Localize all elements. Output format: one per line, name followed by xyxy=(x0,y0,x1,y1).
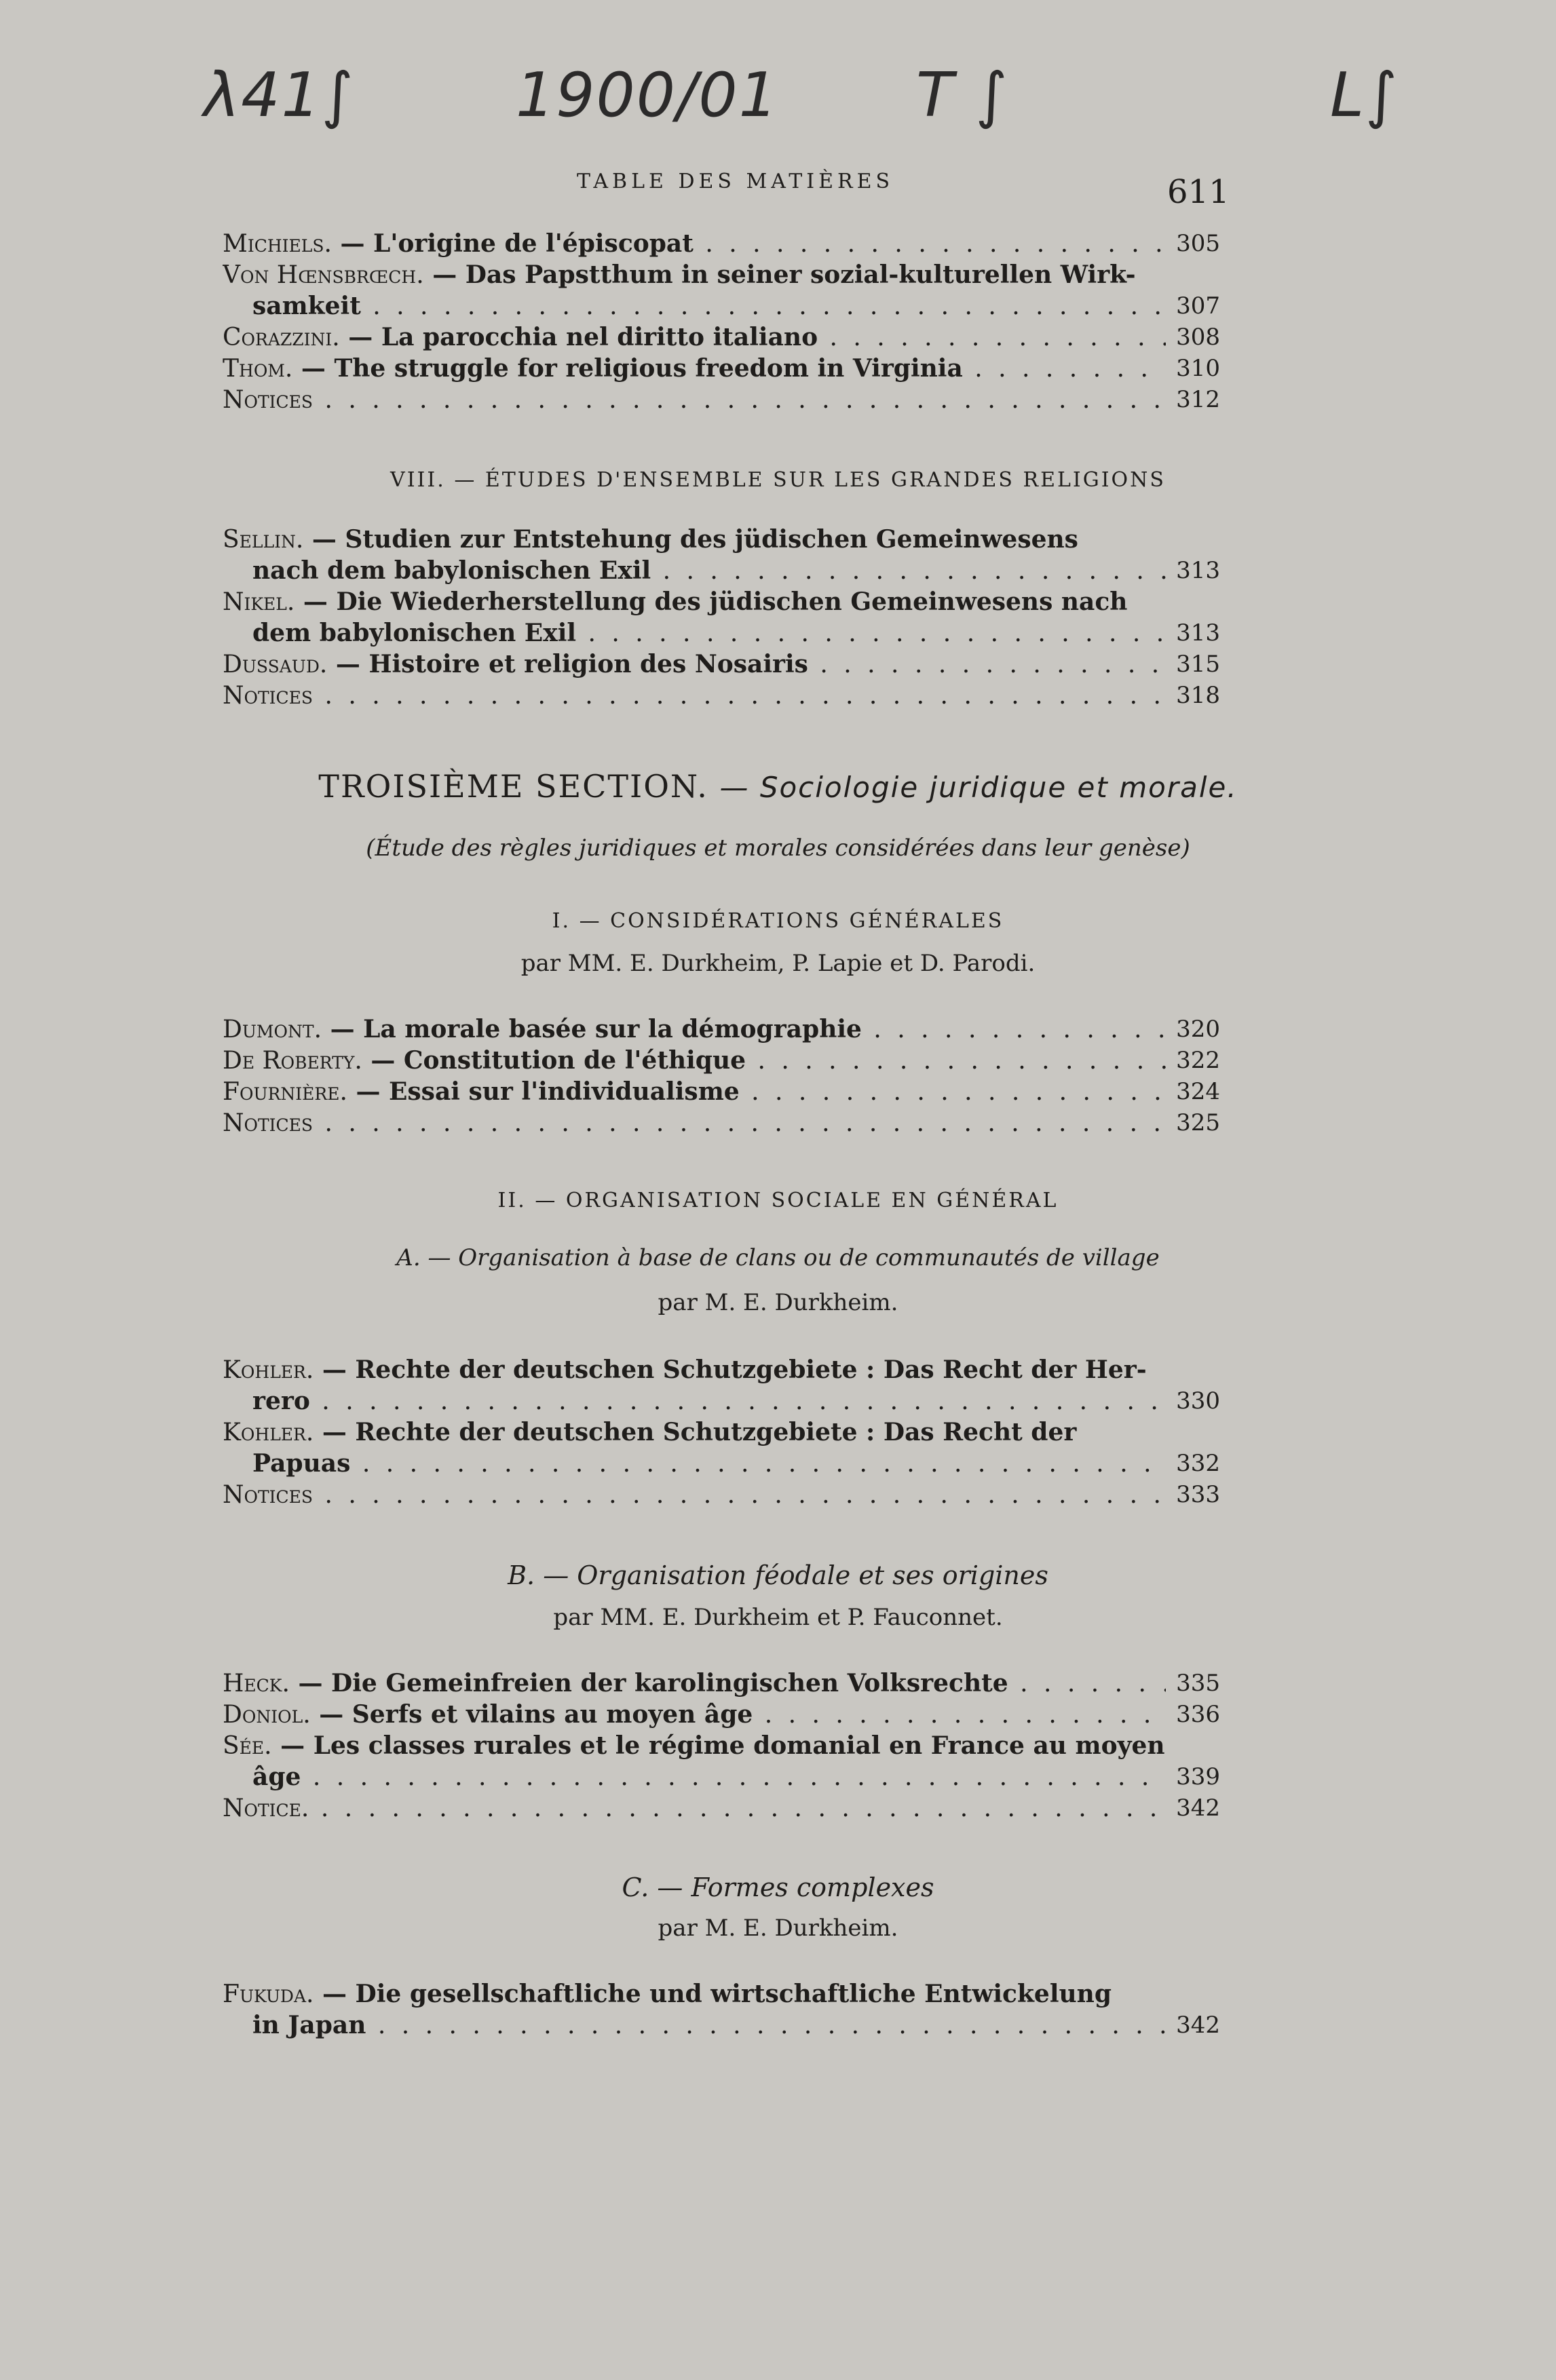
toc-entry: Heck. — Die Gemeinfreien der karolingischen Volksrechte . . . 335 xyxy=(223,1668,1220,1699)
toc-entry: Notices . . . 318 xyxy=(223,680,1220,711)
toc-entry: Sée. — Les classes rurales et le régime domanial en France au moyen âge . . . 339 xyxy=(223,1730,1220,1792)
toc-entry: Notice. . . . 342 xyxy=(223,1792,1220,1824)
section-title-troisieme: TROISIÈME SECTION. — Sociologie juridique et morale. xyxy=(318,768,1238,805)
toc-entry: De Roberty. — Constitution de l'éthique . . . 322 xyxy=(223,1045,1220,1076)
toc-entry: Fukuda. — Die gesellschaftliche und wirtschaftliche Entwickelung in Japan . . . 342 xyxy=(223,1978,1220,2041)
handwritten-note-c: T ∫ xyxy=(916,60,1009,131)
running-title: TABLE DES MATIÈRES xyxy=(577,170,894,193)
toc-entry: Fournière. — Essai sur l'individualisme . . . 324 xyxy=(223,1076,1220,1107)
toc-entry: Nikel. — Die Wiederherstellung des jüdischen Gemeinwesens nach dem babylonischen Exil . . . 313 xyxy=(223,586,1220,649)
toc-entry: Kohler. — Rechte der deutschen Schutzgebiete : Das Recht der Her- rero . . . 330 xyxy=(223,1354,1220,1417)
section-heading-ii: II. — ORGANISATION SOCIALE EN GÉNÉRAL xyxy=(497,1189,1059,1212)
subsection-editors-c: par M. E. Durkheim. xyxy=(658,1915,898,1942)
handwritten-note-a: λ41∫ xyxy=(204,60,355,131)
section-editors-i: par MM. E. Durkheim, P. Lapie et D. Parodi. xyxy=(520,950,1036,977)
subsection-editors-b: par MM. E. Durkheim et P. Fauconnet. xyxy=(553,1604,1003,1631)
toc-entry: Doniol. — Serfs et vilains au moyen âge . . . 336 xyxy=(223,1699,1220,1730)
toc-entry: Michiels. — L'origine de l'épiscopat . . . 305 xyxy=(223,228,1220,259)
subsection-heading-b: B. — Organisation féodale et ses origines xyxy=(508,1560,1048,1590)
toc-entry: Corazzini. — La parocchia nel diritto italiano . . . 308 xyxy=(223,322,1220,353)
handwritten-note-b: 1900/01 xyxy=(516,60,779,131)
page-number: 611 xyxy=(1167,173,1230,211)
handwritten-note-d: L∫ xyxy=(1330,60,1399,131)
section-subtitle: (Étude des règles juridiques et morales considérées dans leur genèse) xyxy=(366,834,1190,862)
subsection-heading-a: A. — Organisation à base de clans ou de communautés de village xyxy=(396,1244,1160,1271)
toc-entry: Notices . . . 333 xyxy=(223,1479,1220,1510)
subsection-editors-a: par M. E. Durkheim. xyxy=(658,1289,898,1316)
toc-entry: Kohler. — Rechte der deutschen Schutzgebiete : Das Recht der Papuas . . . 332 xyxy=(223,1417,1220,1479)
toc-entry: Von Hœnsbrœch. — Das Papstthum in seiner sozial-kulturellen Wirk- samkeit . . . 307 xyxy=(223,259,1220,322)
toc-entry: Notices . . . 312 xyxy=(223,384,1220,415)
toc-entry: Dumont. — La morale basée sur la démographie . . . 320 xyxy=(223,1014,1220,1045)
toc-entry: Sellin. — Studien zur Entstehung des jüdischen Gemeinwesens nach dem babylonischen Exil . . . 313 xyxy=(223,524,1220,586)
toc-entry: Thom. — The struggle for religious freedom in Virginia . . . 310 xyxy=(223,353,1220,384)
toc-entry: Notices . . . 325 xyxy=(223,1107,1220,1138)
section-heading-i: I. — CONSIDÉRATIONS GÉNÉRALES xyxy=(552,909,1004,933)
subsection-heading-c: C. — Formes complexes xyxy=(622,1873,934,1902)
toc-entry: Dussaud. — Histoire et religion des Nosairis . . . 315 xyxy=(223,649,1220,680)
section-heading-viii: VIII. — ÉTUDES D'ENSEMBLE SUR LES GRANDES RELIGIONS xyxy=(390,468,1166,492)
